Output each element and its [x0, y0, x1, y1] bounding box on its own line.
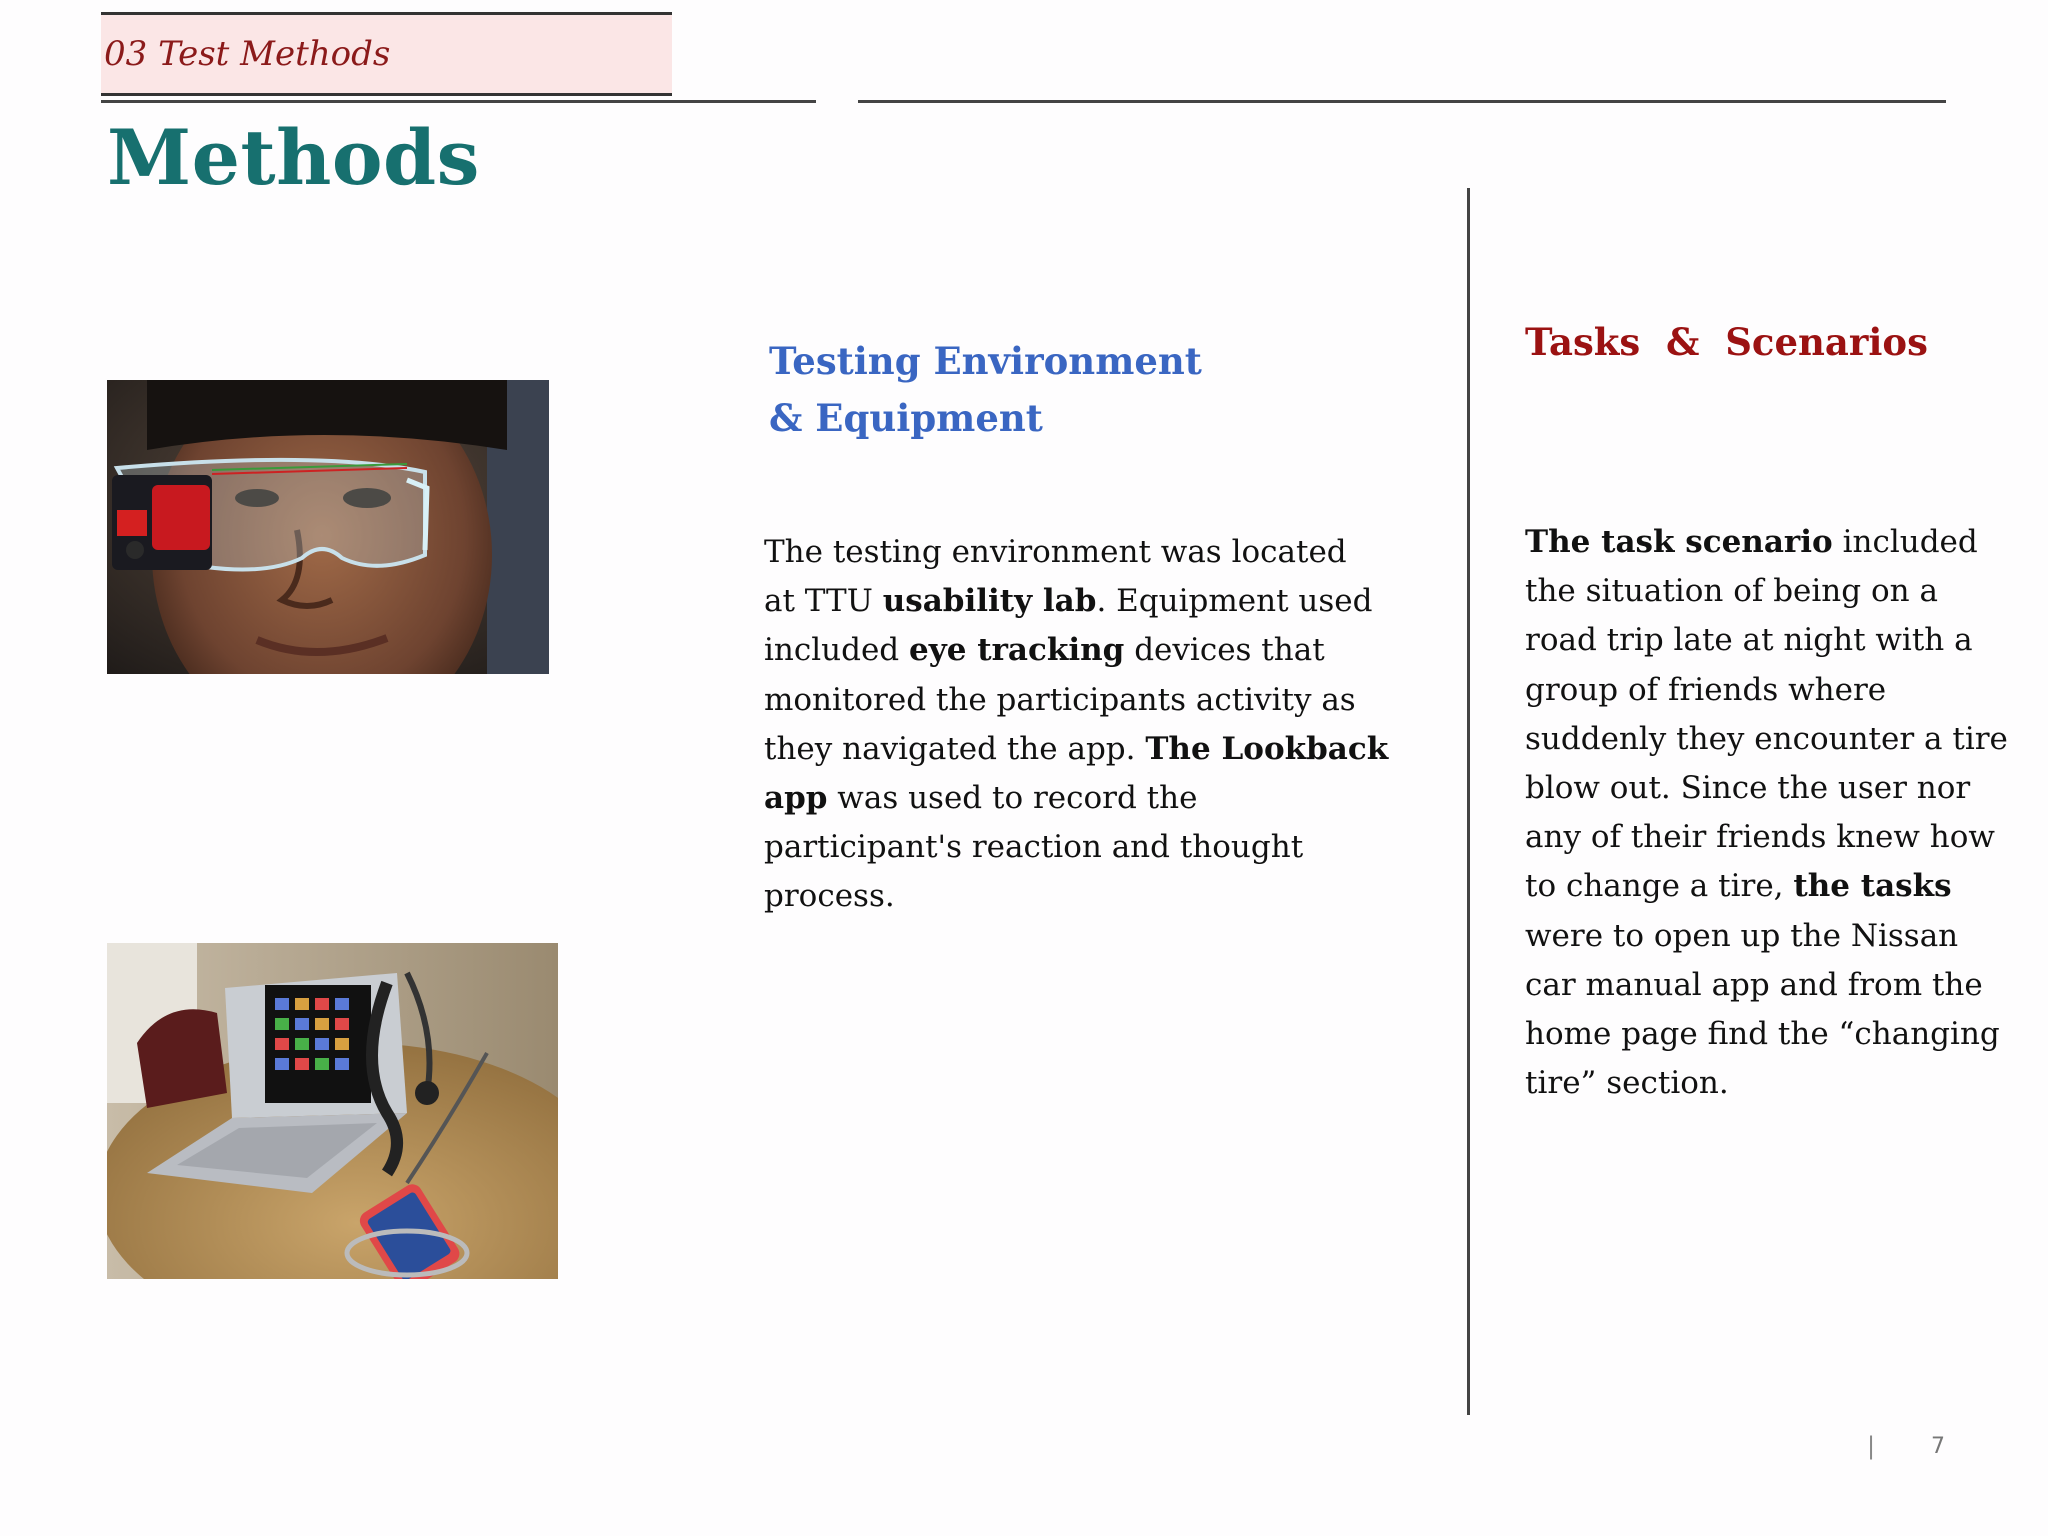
- tasks-scenarios-paragraph: [1525, 518, 2008, 1108]
- paragraph-line: [764, 725, 1388, 774]
- section-label: 03 Test Methods: [104, 34, 391, 74]
- testing-environment-heading: [769, 333, 1202, 447]
- text-run: car manual app and from the: [1525, 966, 1983, 1003]
- paragraph-line: [1525, 813, 2008, 862]
- text-run: the situation of being on a: [1525, 573, 1938, 610]
- text-run: included: [1832, 524, 1978, 560]
- header-rule-right: [858, 100, 1946, 103]
- paragraph-line: [1525, 715, 2008, 764]
- paragraph-line: [1525, 912, 2008, 961]
- text-run: process.: [764, 878, 895, 915]
- paragraph-line: [1525, 616, 2008, 665]
- eye-tracking-photo: [107, 380, 549, 674]
- bold-text: The Lookback: [1145, 730, 1389, 767]
- header-rule-left: [101, 100, 816, 103]
- paragraph-line: [764, 528, 1388, 577]
- paragraph-line: [764, 774, 1388, 823]
- page-number: 7: [1931, 1434, 1945, 1459]
- paragraph-line: [1525, 518, 2008, 567]
- text-run: group of friends where: [1525, 671, 1887, 708]
- paragraph-line: [764, 676, 1388, 725]
- testing-environment-paragraph: [764, 528, 1388, 922]
- text-run: tire” section.: [1525, 1065, 1729, 1102]
- bold-text: usability lab: [882, 583, 1097, 620]
- text-run: they navigated the app.: [764, 730, 1146, 767]
- bold-text: the tasks: [1793, 868, 1952, 905]
- tasks-scenarios-heading: Tasks & Scenarios: [1525, 320, 1928, 364]
- text-run: home page find the “changing: [1525, 1016, 2000, 1053]
- paragraph-line: [1525, 1010, 2008, 1059]
- paragraph-line: [1525, 862, 2008, 911]
- text-run: participant's reaction and thought: [764, 829, 1304, 866]
- text-run: The testing environment was located: [764, 534, 1347, 570]
- text-run: monitored the participants activity as: [764, 681, 1356, 718]
- paragraph-line: [1525, 961, 2008, 1010]
- text-run: at TTU: [764, 583, 883, 620]
- bold-text: eye tracking: [909, 632, 1125, 669]
- bold-text: The task scenario: [1525, 524, 1833, 560]
- text-run: suddenly they encounter a tire: [1525, 720, 2008, 757]
- lab-setup-photo: [107, 943, 558, 1279]
- paragraph-line: [764, 872, 1388, 921]
- text-run: road trip late at night with a: [1525, 622, 1973, 659]
- text-run: devices that: [1124, 632, 1325, 669]
- text-run: included: [764, 632, 910, 669]
- paragraph-line: [764, 577, 1388, 626]
- paragraph-line: [764, 626, 1388, 675]
- page-title: Methods: [107, 113, 480, 202]
- paragraph-line: [1525, 764, 2008, 813]
- text-run: blow out. Since the user nor: [1525, 770, 1971, 807]
- paragraph-line: [1525, 1059, 2008, 1108]
- paragraph-line: [1525, 567, 2008, 616]
- testing-environment-heading-line1: Testing Environment: [769, 339, 1202, 383]
- text-run: any of their friends knew how: [1525, 819, 1995, 856]
- testing-environment-heading-line2: & Equipment: [769, 396, 1043, 440]
- text-run: to change a tire,: [1525, 868, 1794, 905]
- column-divider: [1467, 188, 1470, 1415]
- text-run: was used to record the: [827, 780, 1198, 817]
- text-run: . Equipment used: [1096, 583, 1373, 620]
- page-number-separator: |: [1867, 1432, 1876, 1460]
- paragraph-line: [764, 823, 1388, 872]
- bold-text: app: [764, 780, 828, 817]
- paragraph-line: [1525, 666, 2008, 715]
- text-run: were to open up the Nissan: [1525, 917, 1959, 954]
